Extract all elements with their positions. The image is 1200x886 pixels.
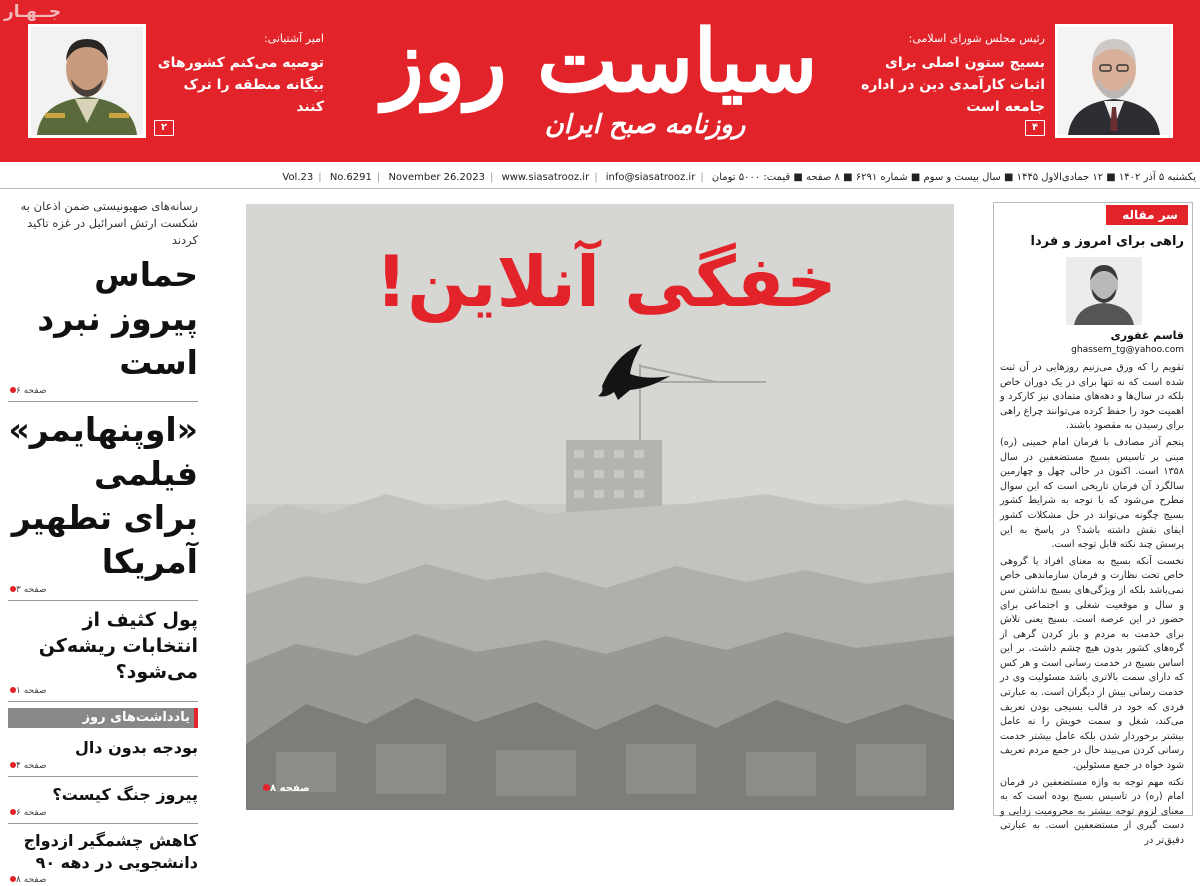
page-number-badge: ۲ (154, 120, 174, 136)
watermark: جــهـار (4, 2, 62, 22)
paragraph: تقویم را که ورق می‌زنیم روزهایی در آن ثبت شده است که نه تنها برای در یک دوران خاص بلکه در سال‌ها و دهه‌های متمادی نیز کارکرد و اهمیت خود را حفظ کرده می‌توانند چراغ راهی برای رسیدن به مقصود باشند. (1000, 362, 1184, 432)
divider (8, 823, 198, 824)
divider (8, 776, 198, 777)
main-photo[interactable] (246, 204, 954, 810)
portrait-icon (31, 27, 143, 135)
note-title: کاهش چشمگیر ازدواج دانشجویی در دهه ۹۰ (23, 831, 198, 872)
portrait-icon (1058, 27, 1170, 135)
editorial-body (1000, 361, 1184, 851)
issue-info-persian: یکشنبه ۵ آذر ۱۴۰۲ ■ ۱۲ جمادی‌الاول ۱۴۴۵ ■ سال بیست و سوم ■ شماره ۶۲۹۱ ■ ۸ صفحه ■ قیمت: ۵۰۰۰ تومان (711, 172, 1196, 183)
paragraph: نخست آنکه بسیج به معنای افراد یا گروهی خاص تحت نظارت و فرمان سازماندهی خاص نمی‌باشد بلکه از ویژگی‌های بسیج نداشتن سن و سال و موقعیت شغلی و اجتماعی برای حضور در این عرصه است. بسیج یعنی تلاش برای خدمت به مردم و باز کردن گرهی از گره‌های کشور بدون هیچ چشم داشت. بر این اساس بسیج در خدمت رسانی است و هر کس که دارای سمت بالاتری باشد مسئولیت وی در خدمت رسانی بیش از دیگران است. به عبارتی فردی که خود در قالب بسیجی بودن تعریف می‌کند، شغل و سمت خویش را نه عامل بیشتر برخوردار شدن بلکه عامل بیشتر خدمت رسانی کردن می‌بیند حال در جمع مردم تعریف شود خواه در جمع مسئولین. (1000, 555, 1184, 772)
note-item[interactable] (8, 830, 198, 886)
story-page: صفحه ۱ (8, 685, 198, 697)
notes-section-header: یادداشت‌های روز (8, 708, 198, 728)
author-name: قاسم غفوری (1110, 329, 1184, 342)
headline-text-right (855, 30, 1045, 118)
headline-title: توصیه می‌کنم کشورهای بیگانه منطقه را ترک کنند (157, 55, 324, 115)
newspaper-logo[interactable] (360, 6, 840, 156)
story-title: «اوپنهایمر» فیلمی برای تطهیر آمریکا (8, 410, 198, 581)
story-title: حماس پیروز نبرد است (37, 255, 198, 382)
story-page: صفحه ۶ (8, 385, 198, 397)
masthead (0, 0, 1200, 162)
dateline: Vol.23 | No.6291 | November 26.2023 | www.siasatrooz.ir | info@siasatrooz.ir | یکشنبه ۵ آذر ۱۴۰۲ ■ ۱۲ جمادی‌الاول ۱۴۴۵ ■ سال بیست و سوم ■ شماره ۶۲۹۱ ■ ۸ صفحه ■ قیمت: ۵۰۰۰ تومان (200, 168, 1200, 188)
kicker: رئیس مجلس شورای اسلامی: (908, 32, 1045, 45)
author-portrait-icon (1066, 257, 1142, 325)
author-photo (1066, 257, 1142, 325)
note-page: صفحه ۶ (8, 807, 198, 819)
editorial-title: راهی برای امروز و فردا (1030, 234, 1184, 249)
divider (8, 401, 198, 402)
headline-title: بسیج ستون اصلی برای اثبات کارآمدی دین در اداره جامعه است (861, 55, 1045, 115)
issue-number: No.6291 (329, 172, 372, 183)
story-title: پول کثیف از انتخابات ریشه‌کن می‌شود؟ (38, 609, 198, 683)
note-page: صفحه ۸ (8, 874, 198, 886)
story-hamas[interactable] (8, 198, 198, 397)
editorial-column[interactable] (993, 202, 1193, 846)
paragraph: پنجم آذر مصادف با فرمان امام خمینی (ره) مبنی بر تاسیس بسیج مستضعفین در سال ۱۳۵۸ است. اکنون در حالی چهل و چهارمین سالگرد آن فرمان تاریخی است که این سوال مطرح می‌شود که با توجه به شرایط کشور بسیج چگونه می‌تواند در حل مشکلات کشور ایفای نقش داشته باشد؟ در پاسخ به این پرسش چند نکته قابل توجه است. (1000, 436, 1184, 551)
note-item[interactable] (8, 736, 198, 772)
headline-box-right[interactable] (855, 24, 1175, 142)
headline-box-left[interactable] (28, 24, 328, 142)
page-number-badge: ۴ (1025, 120, 1045, 136)
portrait-photo-right (1055, 24, 1173, 138)
story-page: صفحه ۳ (8, 584, 198, 596)
divider (8, 600, 198, 601)
divider (8, 701, 198, 702)
editorial-tag: سر مقاله (1106, 205, 1188, 225)
brand-subtitle: روزنامه صبح ایران (544, 110, 746, 140)
story-oppenheimer[interactable] (8, 408, 198, 596)
main-headline: خفگی آنلاین! (375, 241, 837, 323)
headline-text-left (152, 30, 324, 118)
portrait-photo-left (28, 24, 146, 138)
note-page: صفحه ۴ (8, 760, 198, 772)
story-kicker: رسانه‌های صهیونیستی ضمن اذعان به شکست ارتش اسرائیل در غزه تاکید کردند (20, 199, 198, 247)
left-column (8, 198, 198, 885)
note-item[interactable] (8, 783, 198, 819)
date-english: November 26.2023 (388, 172, 485, 183)
author-email[interactable]: ghassem_tg@yahoo.com (1071, 345, 1184, 355)
photo-page: صفحه ۸ (260, 783, 310, 794)
paragraph: نکته مهم توجه به واژه مستضعفین در فرمان امام (ره) در تاسیس بسیج بوده است که به معنای لزوم توجه بیشتر به محرومیت زدایی و دست گیری از مستضعفین است. به عبارتی دقیق‌تر در (1000, 776, 1184, 846)
volume: Vol.23 (282, 172, 314, 183)
brand-name: سیاست روز (382, 11, 818, 112)
divider (0, 188, 1200, 189)
website-link[interactable]: www.siasatrooz.ir (501, 172, 590, 183)
story-dirty-money[interactable] (8, 607, 198, 697)
email-link[interactable]: info@siasatrooz.ir (605, 172, 696, 183)
note-title: بودجه بدون دال (74, 738, 198, 757)
kicker: امیر آشتیانی: (263, 32, 324, 45)
note-title: پیروز جنگ کیست؟ (52, 785, 198, 804)
